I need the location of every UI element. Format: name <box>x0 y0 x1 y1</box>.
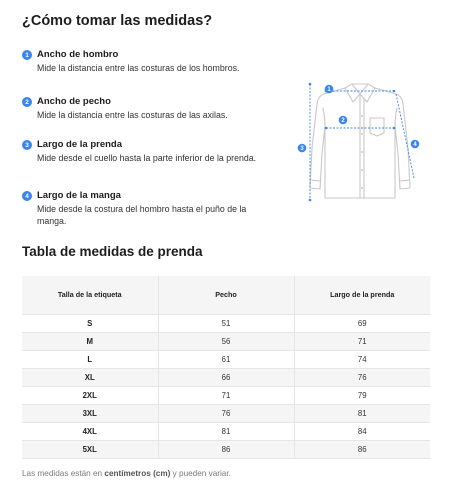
shirt-diagram <box>290 78 430 208</box>
size-label: 4XL <box>22 422 158 440</box>
length-value: 86 <box>294 440 430 458</box>
chest-value: 61 <box>158 350 294 368</box>
guide-title: ¿Cómo tomar las medidas? <box>22 13 213 29</box>
step-number-badge: 2 <box>22 97 32 107</box>
table-row <box>22 350 430 368</box>
table-header-row <box>22 276 430 314</box>
step-shoulder <box>22 49 272 96</box>
step-description: Mide desde la costura del hombro hasta el puño de la manga. <box>37 204 247 226</box>
chest-value: 86 <box>158 440 294 458</box>
svg-text:2: 2 <box>341 118 345 125</box>
step-chest <box>22 96 272 139</box>
size-label: 5XL <box>22 440 158 458</box>
step-sleeve <box>22 190 272 227</box>
diagram-marker-4 <box>411 140 420 149</box>
footnote-text: Las medidas están en <box>22 469 105 478</box>
column-header-size: Talla de la etiqueta <box>22 276 158 314</box>
footnote-units: centímetros (cm) <box>104 469 171 478</box>
table-row <box>22 332 430 350</box>
step-description: Mide la distancia entre las costuras de los hombros. <box>37 63 240 73</box>
size-table-title: Tabla de medidas de prenda <box>22 244 203 259</box>
units-footnote <box>22 469 231 478</box>
size-label: 3XL <box>22 404 158 422</box>
length-value: 69 <box>294 314 430 332</box>
step-number-badge: 1 <box>22 50 32 60</box>
step-title: Largo de la manga <box>37 190 121 201</box>
step-description: Mide la distancia entre las costuras de las axilas. <box>37 110 228 120</box>
step-title: Largo de la prenda <box>37 139 122 150</box>
diagram-marker-3 <box>298 144 307 153</box>
measurement-steps <box>22 49 272 227</box>
length-value: 79 <box>294 386 430 404</box>
chest-value: 71 <box>158 386 294 404</box>
length-value: 74 <box>294 350 430 368</box>
diagram-marker-2 <box>339 116 348 125</box>
table-row <box>22 404 430 422</box>
step-title: Ancho de pecho <box>37 96 111 107</box>
length-value: 81 <box>294 404 430 422</box>
table-row <box>22 368 430 386</box>
column-header-chest: Pecho <box>158 276 294 314</box>
svg-text:4: 4 <box>413 142 417 149</box>
size-label: L <box>22 350 158 368</box>
chest-value: 51 <box>158 314 294 332</box>
step-title: Ancho de hombro <box>37 49 119 60</box>
column-header-length: Largo de la prenda <box>294 276 430 314</box>
step-number-badge: 3 <box>22 140 32 150</box>
svg-text:3: 3 <box>300 146 304 153</box>
size-label: XL <box>22 368 158 386</box>
table-row <box>22 386 430 404</box>
table-row <box>22 422 430 440</box>
table-row <box>22 314 430 332</box>
size-label: M <box>22 332 158 350</box>
size-table <box>22 276 430 459</box>
chest-value: 81 <box>158 422 294 440</box>
length-value: 84 <box>294 422 430 440</box>
table-row <box>22 440 430 458</box>
length-value: 71 <box>294 332 430 350</box>
step-length <box>22 139 272 190</box>
footnote-text-end: y pueden variar. <box>170 469 231 478</box>
step-description: Mide desde el cuello hasta la parte inferior de la prenda. <box>37 153 257 163</box>
size-label: S <box>22 314 158 332</box>
step-number-badge: 4 <box>22 191 32 201</box>
chest-value: 76 <box>158 404 294 422</box>
chest-value: 56 <box>158 332 294 350</box>
size-label: 2XL <box>22 386 158 404</box>
chest-value: 66 <box>158 368 294 386</box>
length-value: 76 <box>294 368 430 386</box>
svg-text:1: 1 <box>327 87 331 94</box>
diagram-marker-1 <box>325 85 334 94</box>
